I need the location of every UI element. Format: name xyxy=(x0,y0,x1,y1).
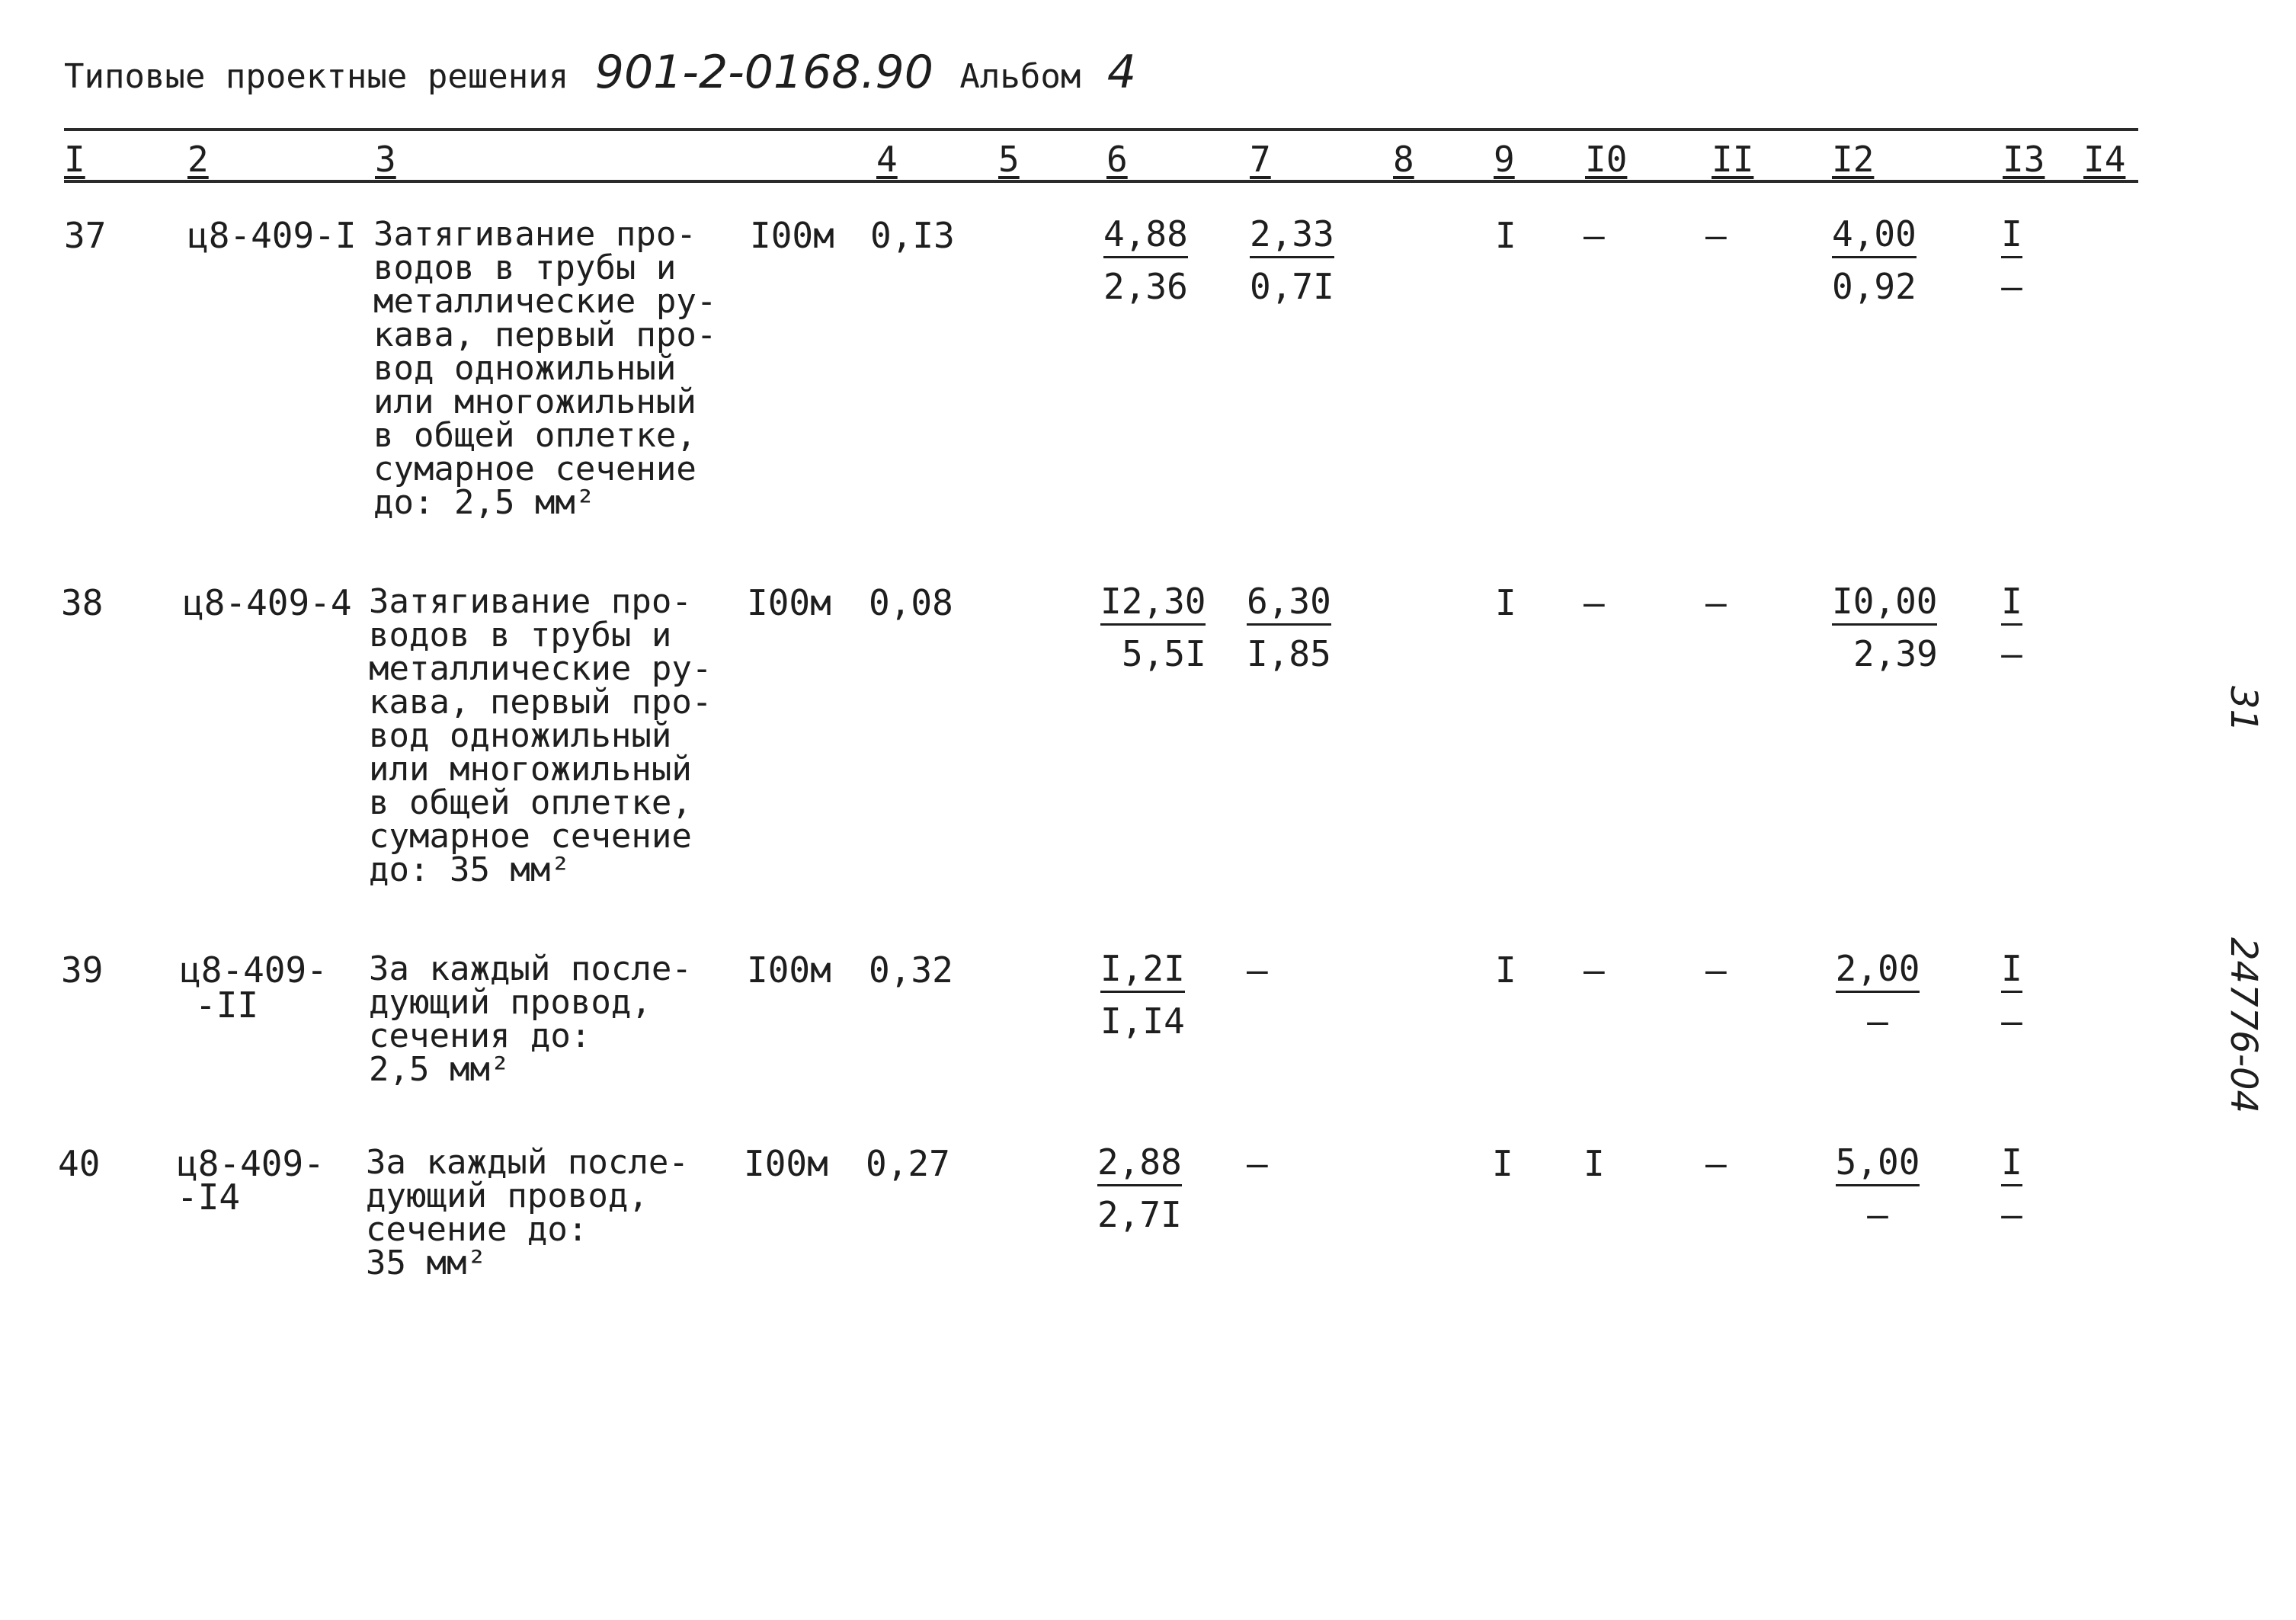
col12-bottom: – xyxy=(1867,1194,1888,1235)
page-header xyxy=(64,46,1142,99)
unit: I00м xyxy=(750,215,834,256)
rate-code: ц8-409-4 xyxy=(183,582,352,623)
col-header-4: 4 xyxy=(876,139,898,180)
cost-fraction-col13 xyxy=(1989,948,2035,1042)
col13-bottom: – xyxy=(2001,633,2022,674)
col-header-12: I2 xyxy=(1832,139,1875,180)
work-description: Затягивание про- водов в трубы и металлические ру- кава, первый про- вод одножильный или многожильный в общей оплетке, сумарное сечение до: 35 мм² xyxy=(369,582,712,889)
col7-value: – xyxy=(1247,1143,1268,1184)
row-number: 39 xyxy=(61,949,104,991)
cost-fraction-col13 xyxy=(1989,581,2035,674)
rate-code: ц8-409-I xyxy=(187,215,357,256)
col-header-13: I3 xyxy=(2003,139,2045,180)
col12-top: I0,00 xyxy=(1832,584,1937,626)
col12-bottom: 2,39 xyxy=(1853,633,1938,674)
col-header-1: I xyxy=(64,139,85,180)
cost-fraction-col12 xyxy=(1832,213,1917,307)
rate-code-continuation: -I4 xyxy=(177,1177,241,1218)
work-description: Затягивание про- водов в трубы и металлические ру- кава, первый про- вод одножильный или многожильный в общей оплетке, сумарное сечение до: 2,5 мм² xyxy=(373,215,717,522)
col-header-5: 5 xyxy=(998,139,1020,180)
col6-bottom: 5,5I xyxy=(1122,633,1206,674)
row-number: 40 xyxy=(58,1143,101,1184)
col-header-7: 7 xyxy=(1250,139,1271,180)
cost-fraction-col13 xyxy=(1989,213,2035,307)
col13-bottom: – xyxy=(2001,1194,2022,1235)
cost-fraction-col12 xyxy=(1832,581,1938,674)
col7-top: 2,33 xyxy=(1250,216,1334,258)
work-description: За каждый после- дующий провод, сечения до: 2,5 мм² xyxy=(369,949,692,1089)
unit: I00м xyxy=(747,582,831,623)
rate-code: ц8-409- xyxy=(177,1143,325,1184)
page-number: 31 xyxy=(2222,686,2265,733)
col-header-10: I0 xyxy=(1585,139,1628,180)
col7-bottom: 0,7I xyxy=(1250,266,1334,307)
col9-value: I xyxy=(1495,215,1516,256)
col-header-6: 6 xyxy=(1106,139,1128,180)
rate-code-continuation: -II xyxy=(195,984,259,1026)
col13-top: I xyxy=(2001,584,2022,626)
col12-top: 4,00 xyxy=(1832,216,1917,258)
album-label: Альбом xyxy=(959,57,1081,96)
col13-bottom: – xyxy=(2001,266,2022,307)
cost-fraction-col6 xyxy=(1100,948,1185,1042)
col12-bottom: – xyxy=(1867,1000,1888,1042)
col9-value: I xyxy=(1492,1143,1513,1184)
col-header-11: II xyxy=(1712,139,1754,180)
col11-value: – xyxy=(1705,582,1727,623)
col9-value: I xyxy=(1495,949,1516,991)
col11-value: – xyxy=(1705,949,1727,991)
col6-top: I,2I xyxy=(1100,951,1185,993)
col9-value: I xyxy=(1495,582,1516,623)
col6-top: 2,88 xyxy=(1097,1145,1182,1186)
header-rule xyxy=(64,180,2138,183)
col12-top: 5,00 xyxy=(1836,1145,1920,1186)
album-number: 4 xyxy=(1106,46,1137,99)
col11-value: – xyxy=(1705,1143,1727,1184)
header-prefix: Типовые проектные решения xyxy=(64,57,569,96)
document-number: 24776-04 xyxy=(2222,937,2265,1114)
cost-fraction-col13 xyxy=(1989,1141,2035,1235)
rate-code: ц8-409- xyxy=(180,949,328,991)
quantity: 0,32 xyxy=(869,949,953,991)
cost-fraction-col6 xyxy=(1103,213,1188,307)
col-header-8: 8 xyxy=(1393,139,1414,180)
cost-fraction-col6 xyxy=(1097,1141,1182,1235)
col7-top: 6,30 xyxy=(1247,584,1331,626)
cost-fraction-col6 xyxy=(1100,581,1206,674)
col10-value: – xyxy=(1584,215,1605,256)
quantity: 0,27 xyxy=(866,1143,950,1184)
col12-bottom: 0,92 xyxy=(1832,266,1917,307)
col11-value: – xyxy=(1705,215,1727,256)
cost-fraction-col7 xyxy=(1250,213,1334,307)
col10-value: – xyxy=(1584,949,1605,991)
col13-top: I xyxy=(2001,216,2022,258)
col13-bottom: – xyxy=(2001,1000,2022,1042)
row-number: 37 xyxy=(64,215,107,256)
cost-fraction-col12 xyxy=(1832,948,1923,1042)
col7-bottom: I,85 xyxy=(1247,633,1331,674)
col10-value: I xyxy=(1584,1143,1605,1184)
unit: I00м xyxy=(747,949,831,991)
col6-bottom: 2,7I xyxy=(1097,1194,1182,1235)
cost-fraction-col12 xyxy=(1832,1141,1923,1235)
col10-value: – xyxy=(1584,582,1605,623)
row-number: 38 xyxy=(61,582,104,623)
col6-top: I2,30 xyxy=(1100,584,1206,626)
col12-top: 2,00 xyxy=(1836,951,1920,993)
work-description: За каждый после- дующий провод, сечение до: 35 мм² xyxy=(366,1143,689,1282)
top-rule xyxy=(64,128,2138,131)
col13-top: I xyxy=(2001,951,2022,993)
col6-bottom: 2,36 xyxy=(1103,266,1188,307)
col13-top: I xyxy=(2001,1145,2022,1186)
unit: I00м xyxy=(744,1143,828,1184)
col-header-14: I4 xyxy=(2083,139,2126,180)
cost-fraction-col7 xyxy=(1247,581,1331,674)
col6-bottom: I,I4 xyxy=(1100,1000,1185,1042)
col7-value: – xyxy=(1247,949,1268,991)
col6-top: 4,88 xyxy=(1103,216,1188,258)
col-header-2: 2 xyxy=(187,139,209,180)
col-header-3: 3 xyxy=(375,139,396,180)
quantity: 0,08 xyxy=(869,582,953,623)
project-code: 901-2-0168.90 xyxy=(594,46,933,99)
quantity: 0,I3 xyxy=(870,215,955,256)
col-header-9: 9 xyxy=(1494,139,1515,180)
